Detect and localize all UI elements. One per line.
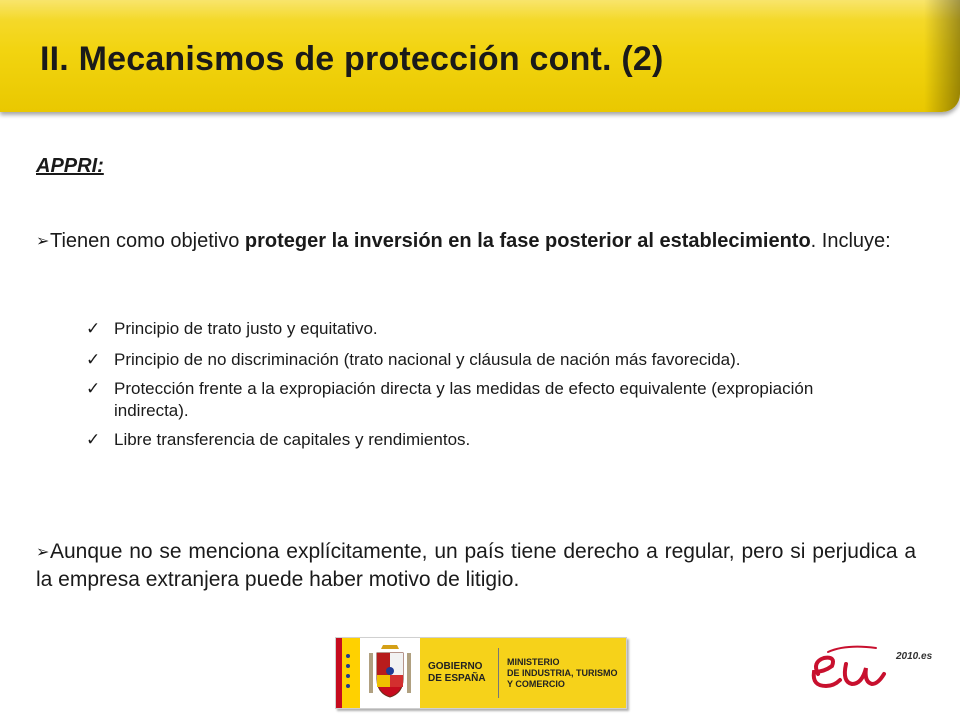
checkmark-icon: ✓ <box>86 379 101 398</box>
list-item <box>86 349 846 371</box>
bullet-objective-bold: proteger la inversión en la fase posterior al establecimiento <box>244 230 811 252</box>
arrow-bullet-icon: ➢ <box>36 233 50 250</box>
title-banner <box>0 0 960 112</box>
checkmark-icon: ✓ <box>86 319 101 338</box>
government-text-block <box>420 638 626 708</box>
eu-stars-icon <box>339 652 357 694</box>
bullet-objective-suffix: . Incluye: <box>810 230 891 252</box>
ministry-line-3: Y COMERCIO <box>507 678 565 689</box>
bullet-objective <box>36 228 916 255</box>
spanish-flag-strip <box>336 638 360 708</box>
ministry-line-1: MINISTERIO <box>507 656 560 667</box>
list-item-text: Protección frente a la expropiación directa y las medidas de efecto equivalente (expropiación indirecta). <box>114 379 814 420</box>
coat-of-arms-icon <box>360 638 420 708</box>
checkmark-icon: ✓ <box>86 430 101 449</box>
bullet-objective-prefix: Tienen como objetivo <box>50 230 245 252</box>
list-item <box>86 429 846 451</box>
government-name <box>428 661 490 685</box>
list-item <box>86 378 846 422</box>
eu-year-label: 2010.es <box>896 651 933 662</box>
gov-line-2: DE ESPAÑA <box>428 673 486 684</box>
gov-line-1: GOBIERNO <box>428 661 483 672</box>
section-heading: APPRI: <box>36 155 104 177</box>
list-item-text: Principio de no discriminación (trato nacional y cláusula de nación más favorecida). <box>114 350 741 369</box>
list-item <box>86 318 846 340</box>
checkmark-icon: ✓ <box>86 350 101 369</box>
bullet-regulation <box>36 538 916 593</box>
arrow-bullet-icon: ➢ <box>36 544 50 561</box>
page-title: II. Mecanismos de protección cont. (2) <box>40 40 664 78</box>
check-list <box>86 318 846 460</box>
ministry-line-2: DE INDUSTRIA, TURISMO <box>507 667 618 678</box>
bullet-regulation-text: Aunque no se menciona explícitamente, un país tiene derecho a regular, pero si perjudica a la empresa extranjera puede haber motivo de litigio. <box>36 540 916 591</box>
divider <box>498 648 499 698</box>
government-logo <box>335 637 627 709</box>
list-item-text: Principio de trato justo y equitativo. <box>114 319 378 338</box>
ministry-name <box>507 657 618 690</box>
list-item-text: Libre transferencia de capitales y rendimientos. <box>114 430 471 449</box>
